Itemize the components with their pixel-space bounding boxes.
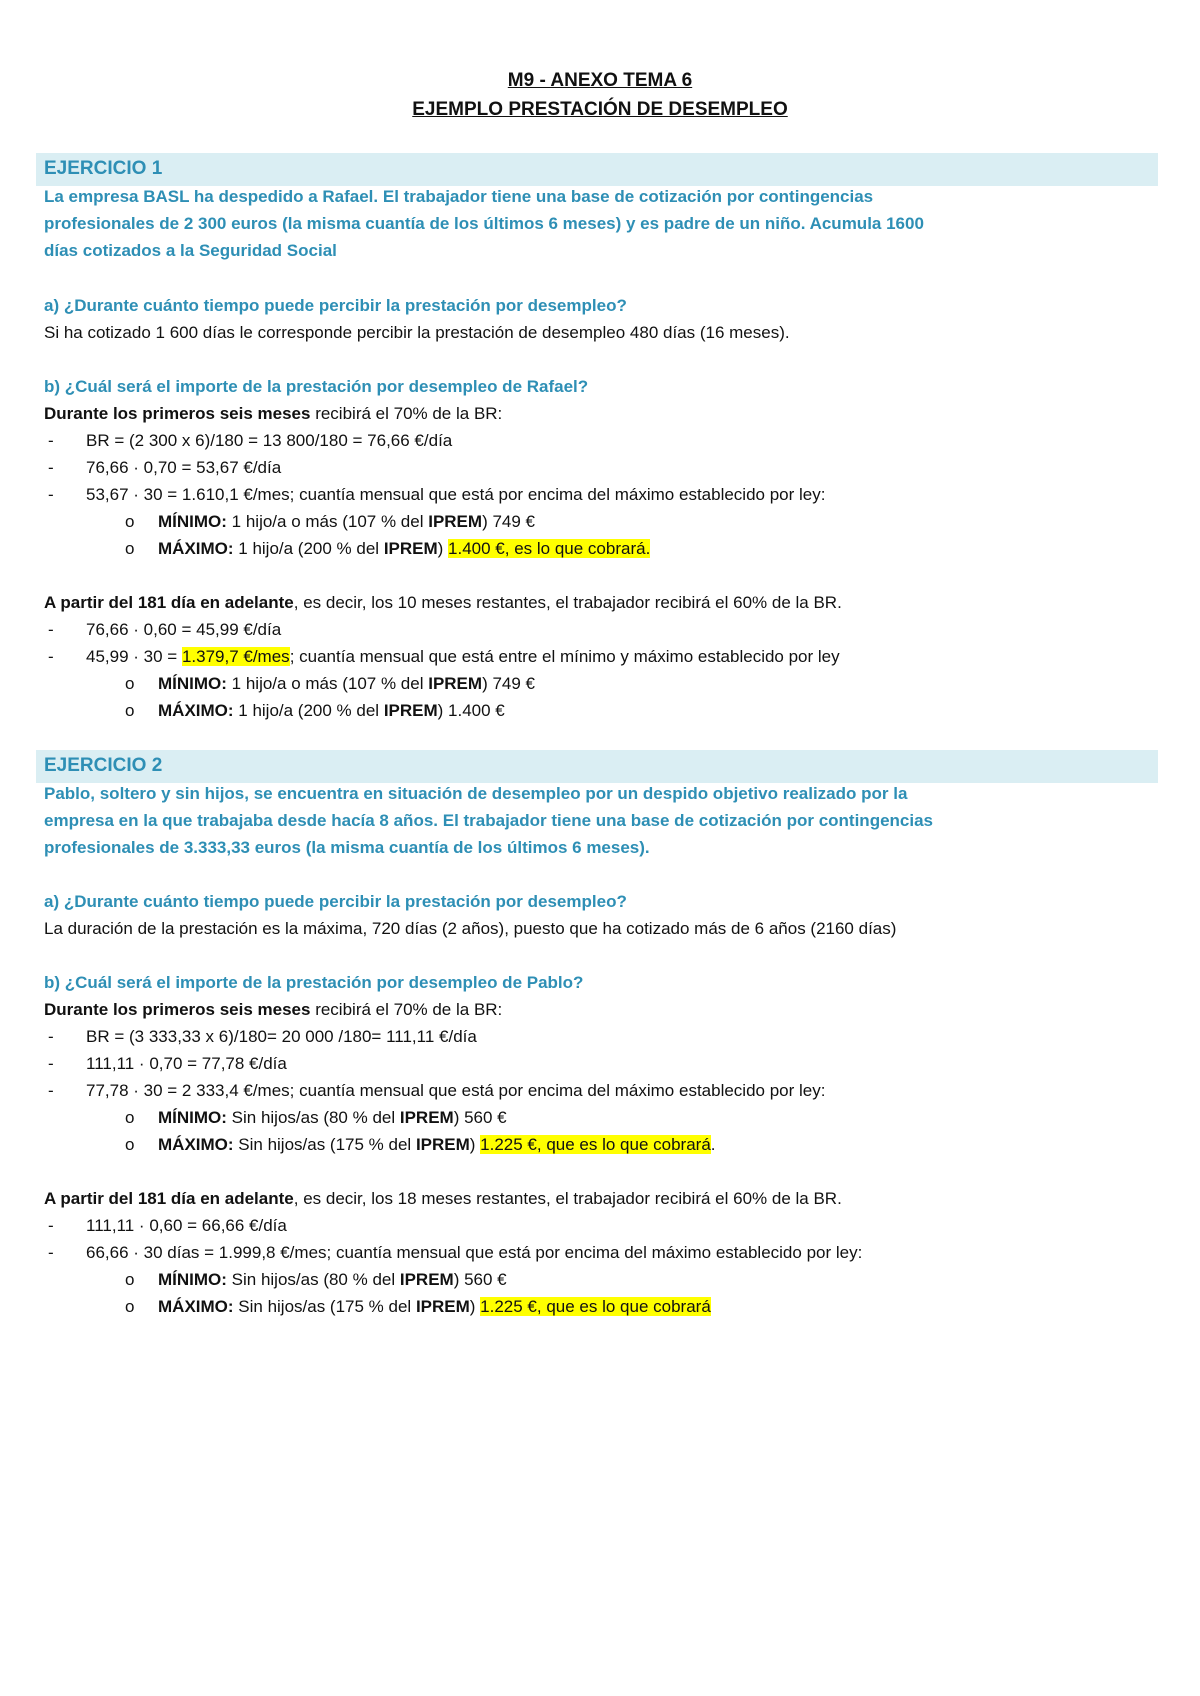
minimum-text: 1 hijo/a o más (107 % del — [226, 674, 429, 693]
exercise-1-statement-line: profesionales de 2 300 euros (la misma cuantía de los últimos 6 meses) y es padre de un niño. Acumula 1600 — [44, 214, 924, 233]
minimum-value: ) 560 € — [453, 1270, 507, 1289]
period-2-bold: A partir del 181 día en adelante — [44, 593, 294, 612]
circle-bullet: o — [125, 1297, 135, 1316]
exercise-2-period-2 — [44, 1188, 842, 1210]
calc-item: 111,11 · 0,70 = 77,78 €/día — [86, 1054, 287, 1073]
exercise-2-statement-line: profesionales de 3.333,33 euros (la misma cuantía de los últimos 6 meses). — [44, 838, 650, 857]
document-title: M9 - ANEXO TEMA 6 — [507, 70, 693, 91]
dash-bullet: - — [48, 431, 54, 450]
maximum-value: ) — [469, 1297, 481, 1316]
exercise-2-question-b: b) ¿Cuál será el importe de la prestación por desempleo de Pablo? — [44, 973, 584, 992]
calc-item: 53,67 · 30 = 1.610,1 €/mes; cuantía mensual que está por encima del máximo establecido por ley: — [86, 485, 826, 504]
maximum-value: ) — [437, 539, 449, 558]
calc-item: 76,66 · 0,70 = 53,67 €/día — [86, 458, 282, 477]
minimum-text: Sin hijos/as (80 % del — [226, 1270, 400, 1289]
calc-item: 66,66 · 30 días = 1.999,8 €/mes; cuantía mensual que está por encima del máximo establecido por ley: — [86, 1243, 863, 1262]
exercise-1-answer-a: Si ha cotizado 1 600 días le corresponde percibir la prestación de desempleo 480 días (16 meses). — [44, 323, 790, 342]
iprem-label: IPREM — [399, 1270, 454, 1289]
minimum-line — [158, 511, 535, 533]
period-1-bold: Durante los primeros seis meses — [44, 404, 311, 423]
calc-item: 76,66 · 0,60 = 45,99 €/día — [86, 620, 282, 639]
maximum-line — [158, 538, 650, 560]
maximum-tail: . — [710, 1135, 716, 1154]
iprem-label: IPREM — [428, 674, 483, 693]
circle-bullet: o — [125, 1270, 135, 1289]
dash-bullet: - — [48, 1027, 54, 1046]
dash-bullet: - — [48, 620, 54, 639]
iprem-label: IPREM — [399, 1108, 454, 1127]
dash-bullet: - — [48, 458, 54, 477]
calc-item: 77,78 · 30 = 2 333,4 €/mes; cuantía mensual que está por encima del máximo establecido por ley: — [86, 1081, 826, 1100]
dash-bullet: - — [48, 1216, 54, 1235]
maximum-text: Sin hijos/as (175 % del — [233, 1135, 416, 1154]
highlighted-result: 1.379,7 €/mes — [181, 647, 290, 666]
minimum-line — [158, 673, 535, 695]
maximum-text: Sin hijos/as (175 % del — [233, 1297, 416, 1316]
minimum-text: 1 hijo/a o más (107 % del — [226, 512, 429, 531]
calc-item: 111,11 · 0,60 = 66,66 €/día — [86, 1216, 287, 1235]
exercise-1-heading: EJERCICIO 1 — [44, 158, 163, 179]
minimum-value: ) 749 € — [482, 674, 535, 693]
exercise-2-answer-a: La duración de la prestación es la máxima, 720 días (2 años), puesto que ha cotizado más de 6 años (2160 días) — [44, 919, 897, 938]
exercise-2-band — [36, 750, 1158, 783]
exercise-2-statement-line: Pablo, soltero y sin hijos, se encuentra en situación de desempleo por un despido objetivo realizado por la — [44, 784, 908, 803]
exercise-1-statement-line: La empresa BASL ha despedido a Rafael. El trabajador tiene una base de cotización por contingencias — [44, 187, 874, 206]
period-1-bold: Durante los primeros seis meses — [44, 1000, 311, 1019]
maximum-line — [158, 1134, 716, 1156]
period-1-text: recibirá el 70% de la BR: — [310, 404, 503, 423]
exercise-2-question-a: a) ¿Durante cuánto tiempo puede percibir la prestación por desempleo? — [44, 892, 627, 911]
exercise-1-question-a: a) ¿Durante cuánto tiempo puede percibir la prestación por desempleo? — [44, 296, 627, 315]
calc-item — [86, 646, 840, 668]
iprem-label: IPREM — [383, 539, 438, 558]
maximum-value: ) 1.400 € — [437, 701, 505, 720]
minimum-text: Sin hijos/as (80 % del — [226, 1108, 400, 1127]
period-2-text: , es decir, los 18 meses restantes, el trabajador recibirá el 60% de la BR. — [293, 1189, 842, 1208]
iprem-label: IPREM — [415, 1135, 470, 1154]
maximum-line — [158, 1296, 711, 1318]
exercise-1-period-1 — [44, 403, 502, 425]
maximum-label: MÁXIMO: — [158, 1135, 234, 1154]
maximum-label: MÁXIMO: — [158, 701, 234, 720]
document-subtitle: EJEMPLO PRESTACIÓN DE DESEMPLEO — [412, 99, 788, 120]
circle-bullet: o — [125, 701, 135, 720]
exercise-1-band — [36, 153, 1158, 186]
circle-bullet: o — [125, 512, 135, 531]
minimum-line — [158, 1107, 507, 1129]
minimum-label: MÍNIMO: — [158, 674, 227, 693]
minimum-value: ) 749 € — [482, 512, 535, 531]
maximum-text: 1 hijo/a (200 % del — [233, 539, 384, 558]
circle-bullet: o — [125, 1135, 135, 1154]
exercise-2-heading: EJERCICIO 2 — [44, 755, 163, 776]
circle-bullet: o — [125, 539, 135, 558]
exercise-1-statement-line: días cotizados a la Seguridad Social — [44, 241, 337, 260]
minimum-label: MÍNIMO: — [158, 512, 227, 531]
minimum-value: ) 560 € — [453, 1108, 507, 1127]
exercise-2-period-1 — [44, 999, 502, 1021]
minimum-label: MÍNIMO: — [158, 1270, 227, 1289]
minimum-line — [158, 1269, 507, 1291]
calc-item: BR = (3 333,33 x 6)/180= 20 000 /180= 111,11 €/día — [86, 1027, 477, 1046]
circle-bullet: o — [125, 674, 135, 693]
period-2-bold: A partir del 181 día en adelante — [44, 1189, 294, 1208]
highlighted-result: 1.400 €, es lo que cobrará. — [448, 539, 651, 558]
period-1-text: recibirá el 70% de la BR: — [310, 1000, 503, 1019]
maximum-value: ) — [469, 1135, 481, 1154]
maximum-label: MÁXIMO: — [158, 1297, 234, 1316]
dash-bullet: - — [48, 485, 54, 504]
iprem-label: IPREM — [415, 1297, 470, 1316]
calc-text: ; cuantía mensual que está entre el mínimo y máximo establecido por ley — [289, 647, 840, 666]
exercise-1-question-b: b) ¿Cuál será el importe de la prestación por desempleo de Rafael? — [44, 377, 589, 396]
maximum-line — [158, 700, 505, 722]
dash-bullet: - — [48, 1243, 54, 1262]
maximum-text: 1 hijo/a (200 % del — [233, 701, 384, 720]
calc-text: 45,99 · 30 = — [86, 647, 182, 666]
exercise-2-statement-line: empresa en la que trabajaba desde hacía 8 años. El trabajador tiene una base de cotización por contingencias — [44, 811, 934, 830]
period-2-text: , es decir, los 10 meses restantes, el trabajador recibirá el 60% de la BR. — [293, 593, 842, 612]
iprem-label: IPREM — [383, 701, 438, 720]
highlighted-result: 1.225 €, que es lo que cobrará — [480, 1135, 711, 1154]
calc-item: BR = (2 300 x 6)/180 = 13 800/180 = 76,66 €/día — [86, 431, 453, 450]
exercise-1-period-2 — [44, 592, 842, 614]
iprem-label: IPREM — [428, 512, 483, 531]
dash-bullet: - — [48, 1081, 54, 1100]
circle-bullet: o — [125, 1108, 135, 1127]
dash-bullet: - — [48, 647, 54, 666]
highlighted-result: 1.225 €, que es lo que cobrará — [480, 1297, 711, 1316]
dash-bullet: - — [48, 1054, 54, 1073]
minimum-label: MÍNIMO: — [158, 1108, 227, 1127]
maximum-label: MÁXIMO: — [158, 539, 234, 558]
